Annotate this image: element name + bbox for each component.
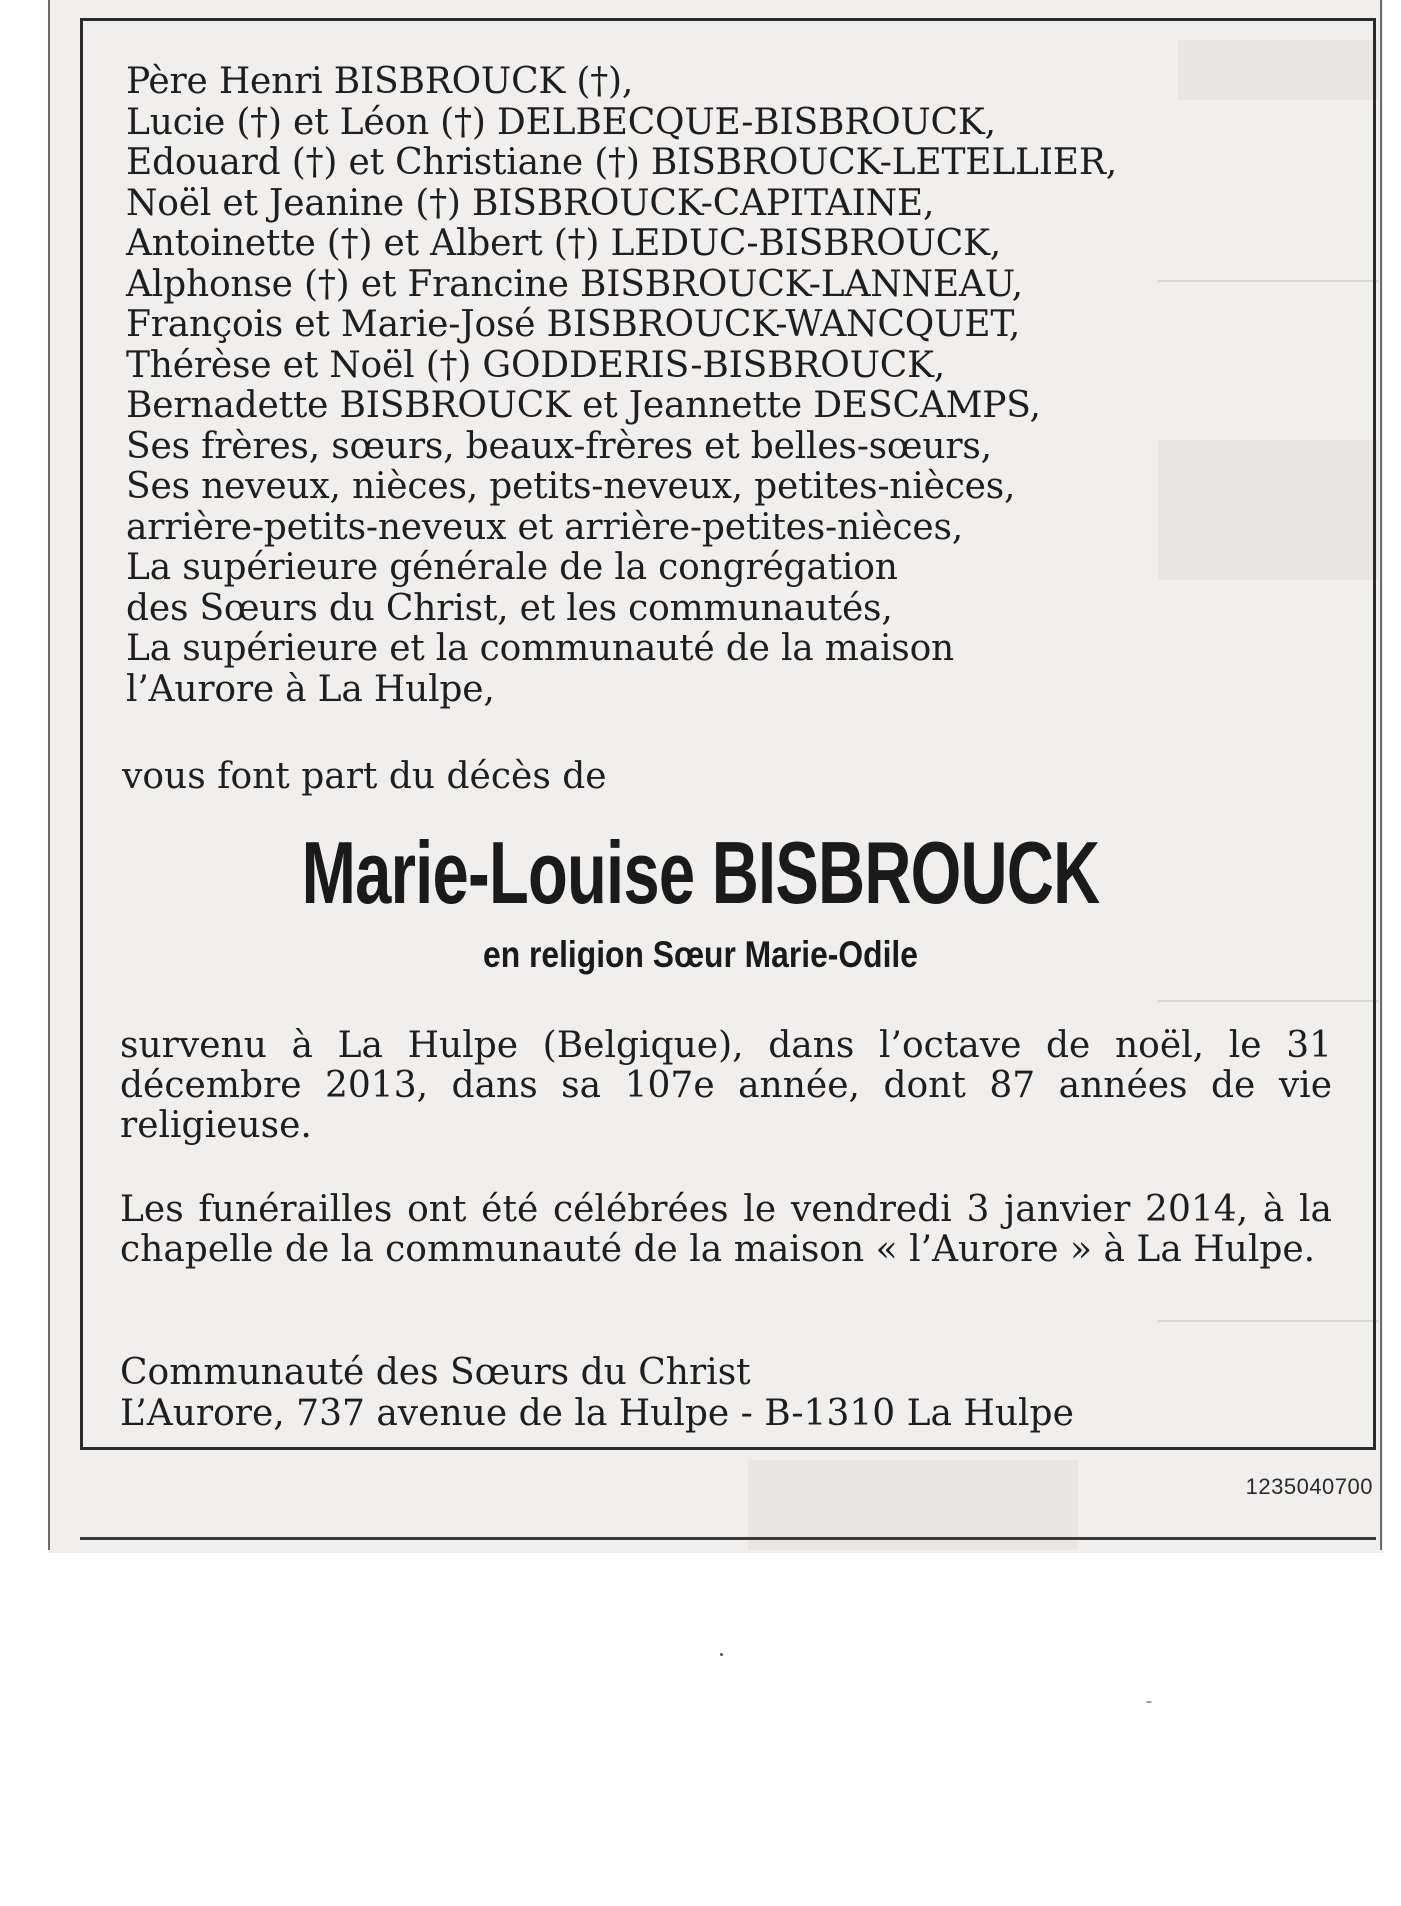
family-line: l’Aurore à La Hulpe, (126, 668, 495, 710)
religious-name: en religion Sœur Marie-Odile (483, 934, 918, 975)
signature-line: Communauté des Sœurs du Christ (120, 1352, 751, 1393)
death-details-paragraph: survenu à La Hulpe (Belgique), dans l’octave de noël, le 31 décembre 2013, dans sa 107e année, dont 87 années de vie religieuse. (120, 1025, 1332, 1146)
announcement-intro: vous font part du décès de (122, 756, 607, 797)
family-line: Ses neveux, nièces, petits-neveux, petites-nièces, (126, 466, 1016, 507)
reference-code: 1235040700 (1245, 1474, 1373, 1499)
family-line: La supérieure et la communauté de la maison (126, 628, 955, 669)
family-line: Noël et Jeanine (†) BISBROUCK-CAPITAINE, (126, 182, 935, 224)
deceased-name: Marie-Louise BISBROUCK (301, 823, 1100, 922)
family-line: Lucie (†) et Léon (†) DELBECQUE-BISBROUCK, (126, 101, 996, 143)
signature-address: L’Aurore, 737 avenue de la Hulpe - B-1310 La Hulpe (120, 1393, 1074, 1434)
next-notice-border (80, 1537, 1376, 1540)
family-list (126, 62, 1226, 710)
scan-speck (720, 1653, 723, 1656)
clipping-left-edge (48, 0, 50, 1550)
family-line: François et Marie-José BISBROUCK-WANCQUET, (126, 304, 1021, 345)
family-line: La supérieure générale de la congrégation (126, 547, 898, 588)
signature-block (120, 1352, 1074, 1434)
family-line: Edouard (†) et Christiane (†) BISBROUCK-LETELLIER, (126, 142, 1118, 183)
clipping-right-edge (1380, 0, 1382, 1550)
family-line: arrière-petits-neveux et arrière-petites-nièces, (126, 506, 963, 548)
family-line: des Sœurs du Christ, et les communautés, (126, 587, 893, 629)
family-line: Antoinette (†) et Albert (†) LEDUC-BISBROUCK, (126, 223, 1002, 264)
scan-speck (1146, 1701, 1152, 1703)
family-line: Alphonse (†) et Francine BISBROUCK-LANNEAU, (126, 263, 1023, 305)
family-line: Bernadette BISBROUCK et Jeannette DESCAMPS, (126, 385, 1041, 426)
family-line: Thérèse et Noël (†) GODDERIS-BISBROUCK, (126, 344, 946, 386)
family-line: Père Henri BISBROUCK (†), (126, 61, 634, 102)
family-line: Ses frères, sœurs, beaux-frères et belles-sœurs, (126, 425, 992, 467)
funeral-details-paragraph: Les funérailles ont été célébrées le vendredi 3 janvier 2014, à la chapelle de la communauté de la maison « l’Aurore » à La Hulpe. (120, 1189, 1332, 1270)
